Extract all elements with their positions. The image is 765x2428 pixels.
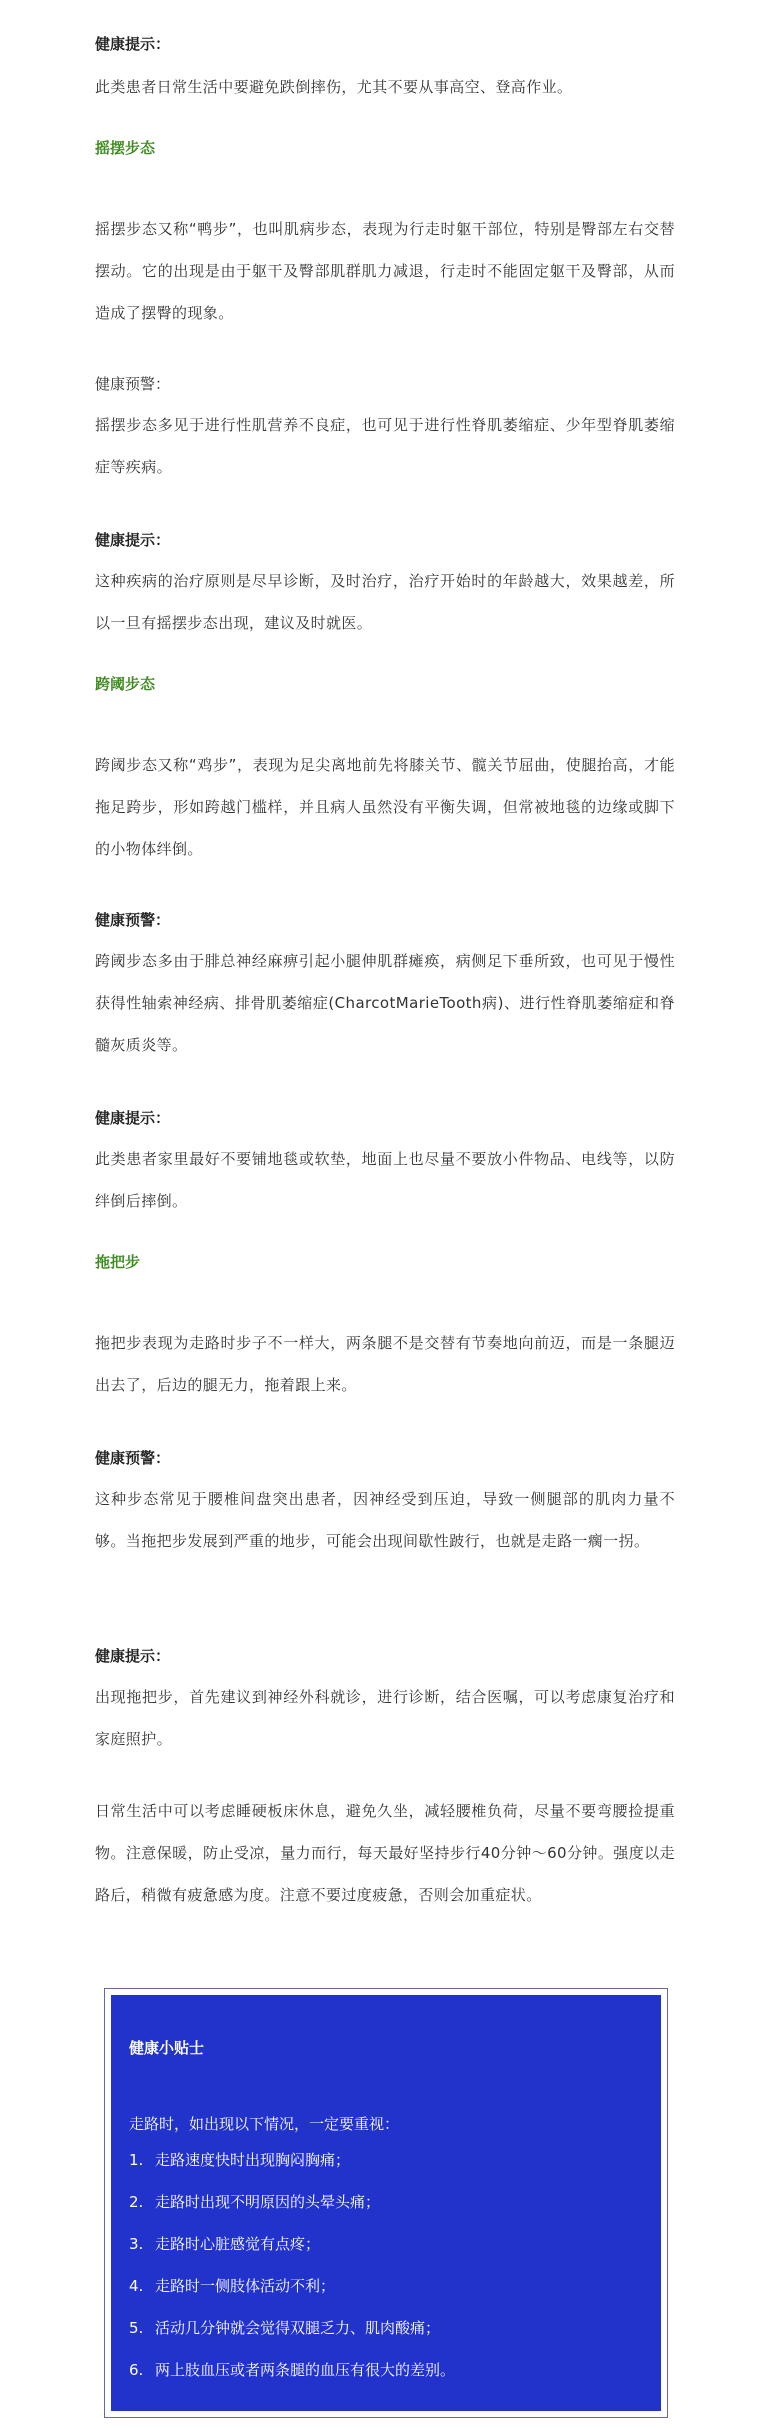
list-item-number: 5. bbox=[129, 2319, 144, 2337]
health-tip-text: 此类患者家里最好不要铺地毯或软垫，地面上也尽量不要放小件物品、电线等，以防绊倒后摔倒。 bbox=[95, 1150, 675, 1210]
health-warning-text: 跨阈步态多由于腓总神经麻痹引起小腿伸肌群瘫痪，病侧足下垂所致，也可见于慢性获得性轴索神经病、排骨肌萎缩症(CharcotMarieTooth病)、进行性脊肌萎缩症和脊髓灰质炎等。 bbox=[95, 952, 675, 1054]
list-item bbox=[129, 2349, 455, 2391]
health-tips-title: 健康小贴士 bbox=[129, 2039, 205, 2057]
list-item-text: 走路时心脏感觉有点疼； bbox=[155, 2235, 321, 2253]
daily-life-advice: 日常生活中可以考虑睡硬板床休息，避免久坐，减轻腰椎负荷，尽量不要弯腰捡提重物。注意保暖，防止受凉，量力而行，每天最好坚持步行40分钟～60分钟。强度以走路后，稍微有疲惫感为度。注意不要过度疲惫，否则会加重症状。 bbox=[95, 1802, 675, 1904]
health-tip-text: 此类患者日常生活中要避免跌倒摔伤，尤其不要从事高空、登高作业。 bbox=[95, 78, 573, 96]
list-item bbox=[129, 2139, 455, 2181]
health-tip-label: 健康提示： bbox=[95, 35, 171, 53]
list-item-number: 3. bbox=[129, 2235, 144, 2253]
section-heading-steppage-gait: 跨阈步态 bbox=[95, 675, 156, 693]
list-item-text: 两上肢血压或者两条腿的血压有很大的差别。 bbox=[155, 2361, 456, 2379]
list-item bbox=[129, 2181, 455, 2223]
health-warning-label: 健康预警： bbox=[95, 375, 171, 393]
list-item-text: 活动几分钟就会觉得双腿乏力、肌肉酸痛； bbox=[155, 2319, 441, 2337]
health-tip-label: 健康提示： bbox=[95, 1647, 171, 1665]
list-item-text: 走路速度快时出现胸闷胸痛； bbox=[155, 2151, 351, 2169]
health-tip-text: 这种疾病的治疗原则是尽早诊断，及时治疗，治疗开始时的年龄越大，效果越差，所以一旦有摇摆步态出现，建议及时就医。 bbox=[95, 572, 675, 632]
section-description: 摇摆步态又称“鸭步”，也叫肌病步态，表现为行走时躯干部位，特别是臀部左右交替摆动。它的出现是由于躯干及臀部肌群肌力减退，行走时不能固定躯干及臀部，从而造成了摆臀的现象。 bbox=[95, 220, 675, 322]
list-item-text: 走路时一侧肢体活动不利； bbox=[155, 2277, 336, 2295]
health-warning-text: 摇摆步态多见于进行性肌营养不良症，也可见于进行性脊肌萎缩症、少年型脊肌萎缩症等疾病。 bbox=[95, 416, 675, 476]
section-description: 跨阈步态又称“鸡步”，表现为足尖离地前先将膝关节、髋关节屈曲，使腿抬高，才能拖足跨步，形如跨越门槛样，并且病人虽然没有平衡失调，但常被地毯的边缘或脚下的小物体绊倒。 bbox=[95, 756, 675, 858]
list-item-number: 2. bbox=[129, 2193, 144, 2211]
health-warning-label: 健康预警： bbox=[95, 911, 171, 929]
health-tip-label: 健康提示： bbox=[95, 1109, 171, 1127]
health-tips-panel bbox=[111, 1995, 661, 2411]
list-item bbox=[129, 2307, 455, 2349]
section-heading-waddling-gait: 摇摆步态 bbox=[95, 139, 156, 157]
health-tips-list bbox=[129, 2139, 455, 2391]
section-heading-dragging-gait: 拖把步 bbox=[95, 1253, 141, 1271]
list-item-number: 4. bbox=[129, 2277, 144, 2295]
health-warning-text: 这种步态常见于腰椎间盘突出患者，因神经受到压迫，导致一侧腿部的肌肉力量不够。当拖把步发展到严重的地步，可能会出现间歇性跛行，也就是走路一瘸一拐。 bbox=[95, 1490, 675, 1550]
health-tips-intro: 走路时，如出现以下情况，一定要重视： bbox=[129, 2115, 400, 2133]
list-item-number: 6. bbox=[129, 2361, 144, 2379]
list-item bbox=[129, 2223, 455, 2265]
health-tip-label: 健康提示： bbox=[95, 531, 171, 549]
health-tips-box bbox=[104, 1988, 668, 2418]
section-description: 拖把步表现为走路时步子不一样大，两条腿不是交替有节奏地向前迈，而是一条腿迈出去了，后边的腿无力，拖着跟上来。 bbox=[95, 1334, 675, 1394]
list-item-text: 走路时出现不明原因的头晕头痛； bbox=[155, 2193, 381, 2211]
list-item bbox=[129, 2265, 455, 2307]
list-item-number: 1. bbox=[129, 2151, 144, 2169]
health-warning-label: 健康预警： bbox=[95, 1449, 171, 1467]
health-tip-text: 出现拖把步，首先建议到神经外科就诊，进行诊断，结合医嘱，可以考虑康复治疗和家庭照护。 bbox=[95, 1688, 675, 1748]
